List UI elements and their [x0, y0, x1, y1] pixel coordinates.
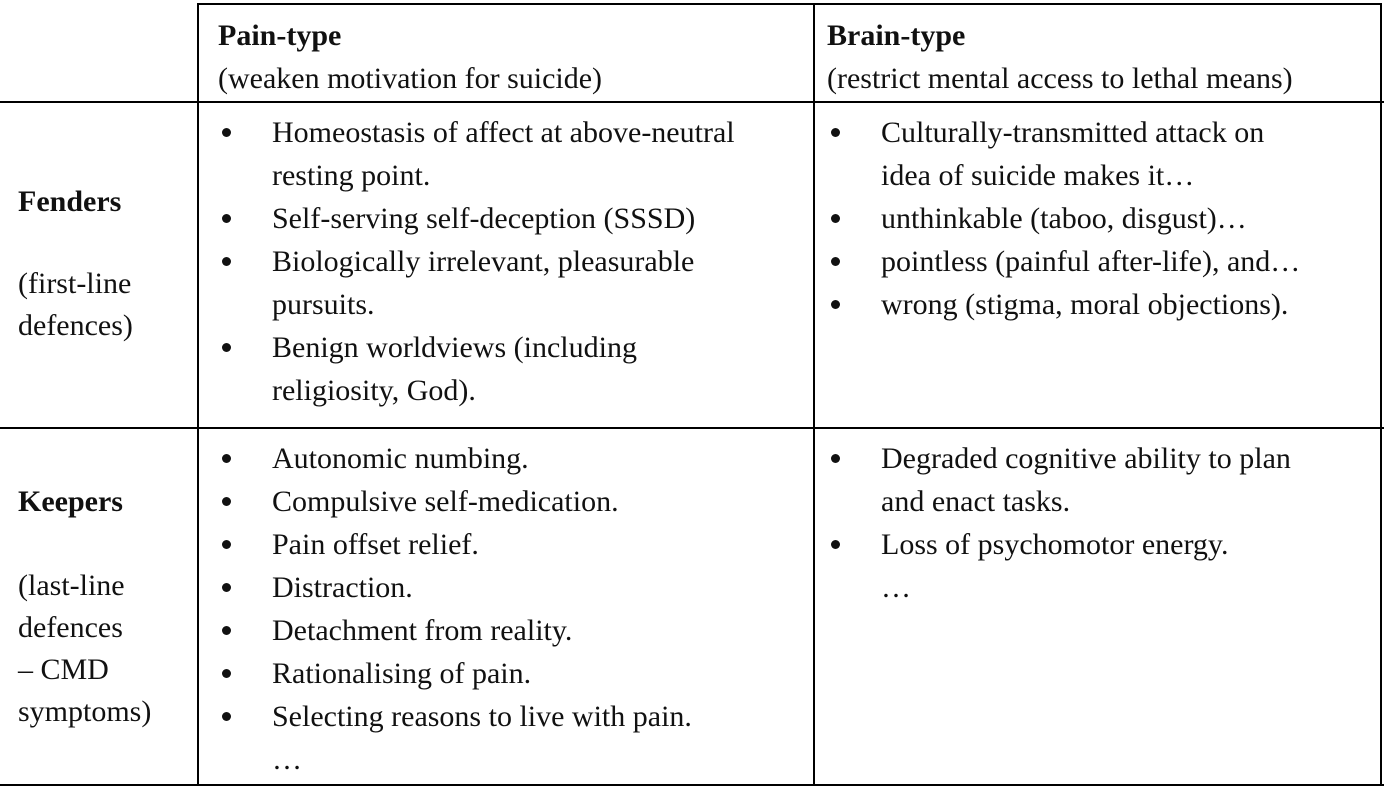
list-item [222, 240, 735, 326]
row-subtitle-line: defences) [18, 309, 133, 342]
list-item-line: Biologically irrelevant, pleasurable [272, 245, 695, 278]
bullet-icon [831, 300, 840, 309]
list-item-line: Degraded cognitive ability to plan [881, 442, 1291, 475]
list-item-line: Self-serving self-deception (SSSD) [272, 202, 696, 235]
list-item-line: Homeostasis of affect at above-neutral [272, 116, 735, 149]
list-item [222, 738, 692, 781]
list-item [831, 523, 1291, 566]
list-item [222, 111, 735, 197]
list-item-line: Loss of psychomotor energy. [881, 528, 1229, 561]
list-item-line: wrong (stigma, moral objections). [881, 288, 1289, 321]
row-subtitle-line: (first-line [18, 267, 132, 300]
bullet-icon [222, 343, 231, 352]
bullet-icon [222, 540, 231, 549]
header-bottom-border [0, 101, 1384, 103]
list-item-line: Benign worldviews (including [272, 331, 637, 364]
table-top-border [198, 3, 1382, 5]
list-item [831, 111, 1300, 197]
row-title: Keepers [18, 485, 123, 518]
fenders-pain-list [222, 111, 735, 412]
list-item [222, 326, 735, 412]
bullet-icon [831, 214, 840, 223]
list-item-line: … [881, 571, 911, 604]
list-item [222, 609, 692, 652]
bullet-icon [222, 454, 231, 463]
bullet-icon [831, 454, 840, 463]
list-item-line: pointless (painful after-life), and… [881, 245, 1301, 278]
bullet-icon [222, 257, 231, 266]
list-item [831, 197, 1300, 240]
bullet-icon [222, 128, 231, 137]
column-title: Pain-type [218, 19, 342, 52]
bullet-icon [222, 626, 231, 635]
list-item-line: pursuits. [272, 288, 375, 321]
list-item-line: Autonomic numbing. [272, 442, 529, 475]
table-right-border [1380, 3, 1382, 786]
list-item [222, 566, 692, 609]
col-divider-middle [813, 3, 815, 786]
keepers-brain-list [831, 437, 1291, 609]
list-item-line: … [272, 743, 302, 776]
list-item [831, 566, 1291, 609]
list-item-line: Pain offset relief. [272, 528, 479, 561]
fenders-brain-list [831, 111, 1300, 326]
row-subtitle-line: symptoms) [18, 695, 152, 728]
list-item [831, 240, 1300, 283]
bullet-icon [831, 257, 840, 266]
list-item [222, 523, 692, 566]
list-item [831, 437, 1291, 523]
column-subtitle: (restrict mental access to lethal means) [827, 62, 1293, 95]
list-item-line: unthinkable (taboo, disgust)… [881, 202, 1247, 235]
list-item [222, 695, 692, 738]
bullet-icon [222, 214, 231, 223]
column-title: Brain-type [827, 19, 966, 52]
row-subtitle-line: defences [18, 611, 123, 644]
bullet-icon [831, 128, 840, 137]
row-title: Fenders [18, 185, 122, 218]
list-item [222, 437, 692, 480]
bullet-icon [831, 540, 840, 549]
bullet-icon [222, 669, 231, 678]
list-item [831, 283, 1300, 326]
bullet-icon [222, 712, 231, 721]
keepers-pain-list [222, 437, 692, 781]
col-divider-left [197, 3, 199, 786]
list-item-line: Rationalising of pain. [272, 657, 532, 690]
list-item-line: idea of suicide makes it… [881, 159, 1195, 192]
list-item-line: Culturally-transmitted attack on [881, 116, 1265, 149]
list-item-line: Detachment from reality. [272, 614, 573, 647]
list-item-line: Selecting reasons to live with pain. [272, 700, 692, 733]
bullet-icon [222, 497, 231, 506]
list-item [222, 197, 735, 240]
row-subtitle-line: – CMD [18, 653, 109, 686]
bullet-icon [222, 583, 231, 592]
list-item-line: religiosity, God). [272, 374, 476, 407]
table-bottom-border [0, 784, 1384, 786]
list-item-line: and enact tasks. [881, 485, 1071, 518]
list-item-line: resting point. [272, 159, 431, 192]
column-subtitle: (weaken motivation for suicide) [218, 62, 603, 95]
list-item-line: Distraction. [272, 571, 413, 604]
list-item [222, 480, 692, 523]
list-item-line: Compulsive self-medication. [272, 485, 619, 518]
list-item [222, 652, 692, 695]
row-divider [0, 427, 1384, 429]
row-subtitle-line: (last-line [18, 569, 125, 602]
